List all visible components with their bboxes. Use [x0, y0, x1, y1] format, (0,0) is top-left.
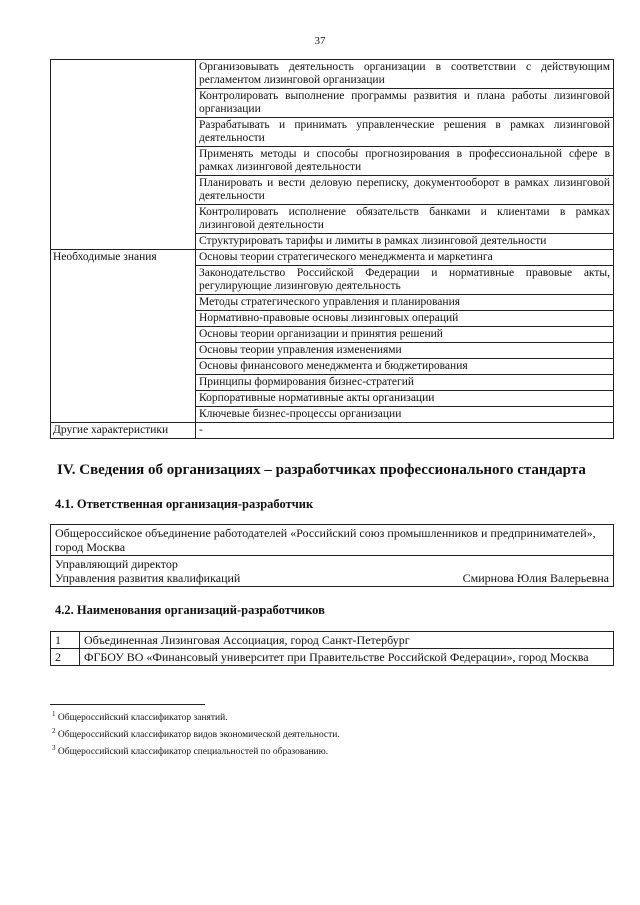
skill-item: Контролировать выполнение программы развития и плана работы лизинговой организации [196, 89, 614, 118]
other-row [51, 423, 614, 439]
developers-heading: 4.2. Наименования организаций-разработчиков [55, 603, 325, 617]
footnote-divider [50, 704, 205, 705]
footnote-mark: 3 [52, 744, 56, 753]
developer-name: ФГБОУ ВО «Финансовый университет при Правительстве Российской Федерации», город Москва [80, 649, 614, 666]
responsible-org-name: Общероссийское объединение работодателей «Российский союз промышленников и предпринимателей», город Москва [51, 525, 614, 556]
section-heading: IV. Сведения об организациях – разработчиках профессионального стандарта [57, 462, 586, 478]
other-value: - [196, 423, 614, 439]
skill-item: Контролировать исполнение обязательств банками и клиентами в рамках лизинговой деятельности [196, 205, 614, 234]
footnotes [52, 708, 340, 759]
skill-item: Организовывать деятельность организации в соответствии с действующим регламентом лизинговой организации [196, 60, 614, 89]
knowledge-item: Законодательство Российской Федерации и нормативные правовые акты, регулирующие лизинговую деятельность [196, 266, 614, 295]
footnote-mark: 1 [52, 710, 56, 718]
footnote-text: Общероссийский классификатор занятий. [57, 713, 228, 724]
table-row [51, 632, 614, 649]
footnote-text: Общероссийский классификатор специальностей по образованию. [57, 747, 329, 758]
knowledge-item: Основы теории стратегического менеджмента и маркетинга [196, 250, 614, 266]
knowledge-item: Нормативно-правовые основы лизинговых операций [196, 311, 614, 327]
footnote-text: Общероссийский классификатор видов экономической деятельности. [57, 730, 340, 741]
developer-number: 1 [51, 632, 80, 649]
skill-item: Структурировать тарифы и лимиты в рамках лизинговой деятельности [196, 234, 614, 250]
table-row [51, 649, 614, 666]
knowledge-item: Ключевые бизнес-процессы организации [196, 407, 614, 423]
other-label: Другие характеристики [51, 423, 196, 439]
knowledge-label: Необходимые знания [51, 250, 196, 423]
knowledge-item: Корпоративные нормативные акты организации [196, 391, 614, 407]
knowledge-item: Основы финансового менеджмента и бюджетирования [196, 359, 614, 375]
skill-item: Планировать и вести деловую переписку, документооборот в рамках лизинговой деятельности [196, 176, 614, 205]
skills-row [51, 60, 614, 89]
footnote [52, 725, 340, 742]
responsible-org-table [50, 524, 614, 587]
responsible-person-cell [51, 556, 614, 587]
knowledge-item: Основы теории управления изменениями [196, 343, 614, 359]
skills-label-cell [51, 60, 196, 250]
knowledge-item: Основы теории организации и принятия решений [196, 327, 614, 343]
knowledge-row [51, 250, 614, 266]
competency-table [50, 59, 614, 439]
footnote [52, 708, 340, 725]
skill-item: Применять методы и способы прогнозирования в профессиональной сфере в рамках лизинговой деятельности [196, 147, 614, 176]
position-department: Управления развития квалификаций [55, 571, 241, 585]
knowledge-item: Методы стратегического управления и планирования [196, 295, 614, 311]
footnote [52, 742, 340, 759]
position-title: Управляющий директор [55, 557, 178, 571]
developer-name: Объединенная Лизинговая Ассоциация, город Санкт-Петербург [80, 632, 614, 649]
page-number: 37 [314, 35, 326, 47]
skill-item: Разрабатывать и принимать управленческие решения в рамках лизинговой деятельности [196, 118, 614, 147]
person-name: Смирнова Юлия Валерьевна [462, 571, 609, 585]
developers-table [50, 631, 614, 666]
knowledge-item: Принципы формирования бизнес-стратегий [196, 375, 614, 391]
developer-number: 2 [51, 649, 80, 666]
footnote-mark: 2 [52, 727, 56, 736]
responsible-heading: 4.1. Ответственная организация-разработчик [55, 497, 314, 511]
